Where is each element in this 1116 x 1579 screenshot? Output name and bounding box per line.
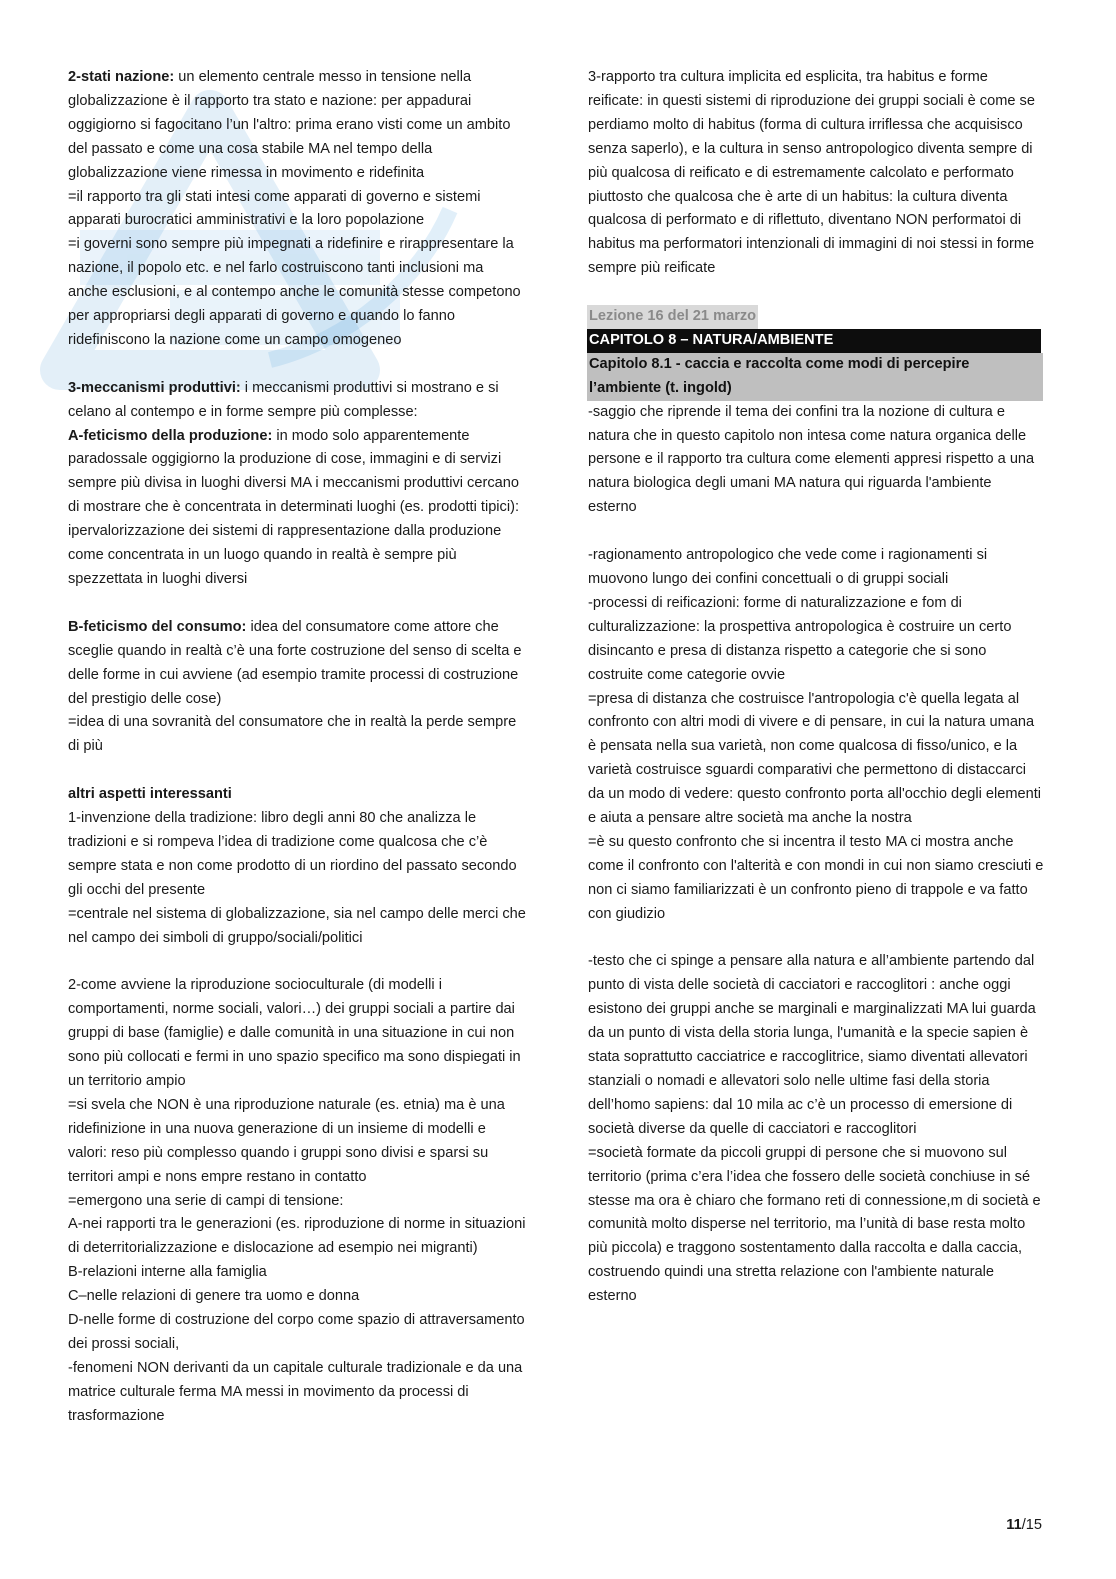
paragraph: =centrale nel sistema di globalizzazione, sia nel campo delle merci che nel campo dei simboli di gruppo/sociali/politici <box>68 905 526 946</box>
paragraph: 2-stati nazione: un elemento centrale messo in tensione nella globalizzazione è il rapporto tra stato e nazione: per appadurai oggigiorno si fagocitano l’un l'altro: prima erano visti come un ambito del passato e come una cosa stabile MA nel tempo della globalizzazione viene rimessa in movimento e ridefinita <box>68 69 511 181</box>
paragraph: =il rapporto tra gli stati intesi come apparati di governo e sistemi apparati burocratici amministrativi e la loro popolazione <box>68 188 481 229</box>
paragraph: =è su questo confronto che si incentra il testo MA ci mostra anche come il confronto con l'alterità e con mondi in cui non siamo cresciuti e non ci siamo familiarizzati è un confronto pieno di trappole e va fatto con giudizio <box>588 833 1044 922</box>
list-item: C–nelle relazioni di genere tra uomo e donna <box>68 1288 360 1305</box>
lesson-label: Lezione 16 del 21 marzo <box>587 305 758 329</box>
page-total: /15 <box>1021 1517 1042 1533</box>
subsection-heading: A-feticismo della produzione: <box>68 427 273 444</box>
paragraph: -testo che ci spinge a pensare alla natura e all’ambiente partendo dal punto di vista delle società di cacciatori e raccoglitori : anche oggi esistono dei gruppi anche se marginali e marginalizzati MA lui guarda da un punto di vista della storia lunga, l'umanità e la specie sapien è stata soprattutto cacciatrice e raccoglitrice, siamo diventati allevatori stanziali o nomadi e allevatori solo nelle ultime fasi della storia dell’homo sapiens: dal 10 mila ac c’è un processo di emersione di società diverse da quelle di cacciatori e raccoglitori <box>588 953 1036 1137</box>
section-heading: 2-stati nazione: <box>68 69 175 85</box>
paragraph: 3-rapporto tra cultura implicita ed esplicita, tra habitus e forme reificate: in questi sistemi di riproduzione dei gruppi sociali è come se perdiamo molto di habitus (forma di cultura irriflessa che acquisisco senza saperlo), e la cultura in senso antropologico diventa sempre di più qualcosa di reificato e di estremamente calcolato e performato piuttosto che qualcosa che è arte di un habitus: la cultura diventa qualcosa di performato e di riflettuto, diventano NON performatoi di habitus ma performatori intenzionali di immagini di noi stessi in forme sempre più reificate <box>588 69 1035 277</box>
paragraph: =presa di distanza che costruisce l'antropologia c'è quella legata al confronto con altri modi di vivere e di pensare, in cui la natura umana è pensata nella sua varietà, non come qualcosa di fisso/unico, e la varietà costruisce sguardi comparativi che permettono di distaccarci da un modo di vedere: questo confronto porta all'occhio degli elementi e aiuta a pensare altre società ma anche la nostra <box>588 690 1042 827</box>
paragraph: 3-meccanismi produttivi: i meccanismi produttivi si mostrano e si celano al contempo e in forme sempre più complesse: <box>68 379 499 420</box>
page-current: 11 <box>1006 1517 1022 1533</box>
right-column <box>588 66 1044 1309</box>
page-number <box>1006 1517 1042 1533</box>
paragraph: -ragionamento antropologico che vede come i ragionamenti si muovono lungo dei confini concettuali o di gruppi sociali <box>588 547 988 587</box>
chapter-heading: CAPITOLO 8 – NATURA/AMBIENTE <box>587 329 1041 353</box>
paragraph: =società formate da piccoli gruppi di persone che si muovono sul territorio (prima c’era l’idea che fossero delle società conchiuse in sé stesse ma ora è chiaro che formano reti di connessione,m di società e comunità molto disperse nel territorio, ma l’unità di base resta molto più piccola) e traggono sostentamento dalla raccolta e dalla caccia, costruendo quindi una stretta relazione con l'ambiente naturale esterno <box>588 1144 1041 1305</box>
paragraph: =si svela che NON è una riproduzione naturale (es. etnia) ma è una ridefinizione in una nuova generazione di un insieme di modelli e valori: reso più complesso quando i gruppi sono divisi e sparsi su territori ampi e nons empre restano in contatto <box>68 1096 505 1185</box>
list-item: D-nelle forme di costruzione del corpo come spazio di attraversamento dei prossi sociali, <box>68 1312 525 1352</box>
paragraph: =emergono una serie di campi di tensione: <box>68 1192 344 1209</box>
list-item: A-nei rapporti tra le generazioni (es. riproduzione di norme in situazioni di deterritorializzazione e dislocazione ad esempio nei migranti) <box>68 1216 526 1257</box>
list-item: B-relazioni interne alla famiglia <box>68 1264 267 1281</box>
subsection-heading: B-feticismo del consumo: <box>68 618 247 635</box>
section-heading: 3-meccanismi produttivi: <box>68 379 241 396</box>
paragraph: -processi di reificazioni: forme di naturalizzazione e fom di culturalizzazione: la prospettiva antropologica è costruire un certo disincanto e presa di distanza rispetto a categorie che si sono costruite come categorie ovvie <box>588 594 1012 683</box>
paragraph: -saggio che riprende il tema dei confini tra la nozione di cultura e natura che in questo capitolo non intesa come natura organica delle persone e il rapporto tra cultura come elementi appresi rispetto a una natura biologica degli umani MA natura qui riguarda l'ambiente esterno <box>588 403 1035 516</box>
paragraph: 1-invenzione della tradizione: libro degli anni 80 che analizza le tradizioni e si rompeva l’idea di tradizione come qualcosa che c’è sempre stata e non come prodotto di un riordino del passato secondo gli occhi del presente <box>68 810 517 898</box>
section-heading: altri aspetti interessanti <box>68 786 232 803</box>
paragraph: =i governi sono sempre più impegnati a ridefinire e rirappresentare la nazione, il popolo etc. e nel farlo costruiscono tanti inclusioni ma anche esclusioni, e al contempo anche le comunità stesse competono per appropriarsi degli apparati di governo e quando lo fanno ridefiniscono la nazione come un campo omogeneo <box>68 236 521 348</box>
paragraph: A-feticismo della produzione: in modo solo apparentemente paradossale oggigiorno la produzione di cose, immagini e di servizi sempre più divisa in luoghi diversi MA i meccanismi produttivi cercano di mostrare che è concentrata in determinati luoghi (es. prodotti tipici): ipervalorizzazione dei sistemi di rappresentazione dalla produzione come concentrata in un luogo quando in realtà è sempre più spezzettata in luoghi diversi <box>68 427 520 588</box>
left-column <box>68 66 526 1429</box>
paragraph: =idea di una sovranità del consumatore che in realtà la perde sempre di più <box>68 714 517 755</box>
paragraph: B-feticismo del consumo: idea del consumatore come attore che sceglie quando in realtà c’è una forte costruzione del senso di scelta e delle forme in cui avviene (ad esempio tramite processi di costruzione del prestigio delle cose) <box>68 618 522 707</box>
subchapter-heading: Capitolo 8.1 - caccia e raccolta come modi di percepire l’ambiente (t. ingold) <box>587 353 1043 401</box>
paragraph: 2-come avviene la riproduzione socioculturale (di modelli i comportamenti, norme sociali, valori…) dei gruppi sociali a partire dai gruppi di base (famiglie) e dalle comunità in una situazione in cui non sono più collocati e fermi in uno spazio specifico ma sono dispiegati in un territorio ampio <box>68 977 521 1089</box>
lesson-label-row <box>588 305 1044 329</box>
paragraph: -fenomeni NON derivanti da un capitale culturale tradizionale e da una matrice culturale ferma MA messi in movimento da processi di trasformazione <box>68 1359 523 1424</box>
